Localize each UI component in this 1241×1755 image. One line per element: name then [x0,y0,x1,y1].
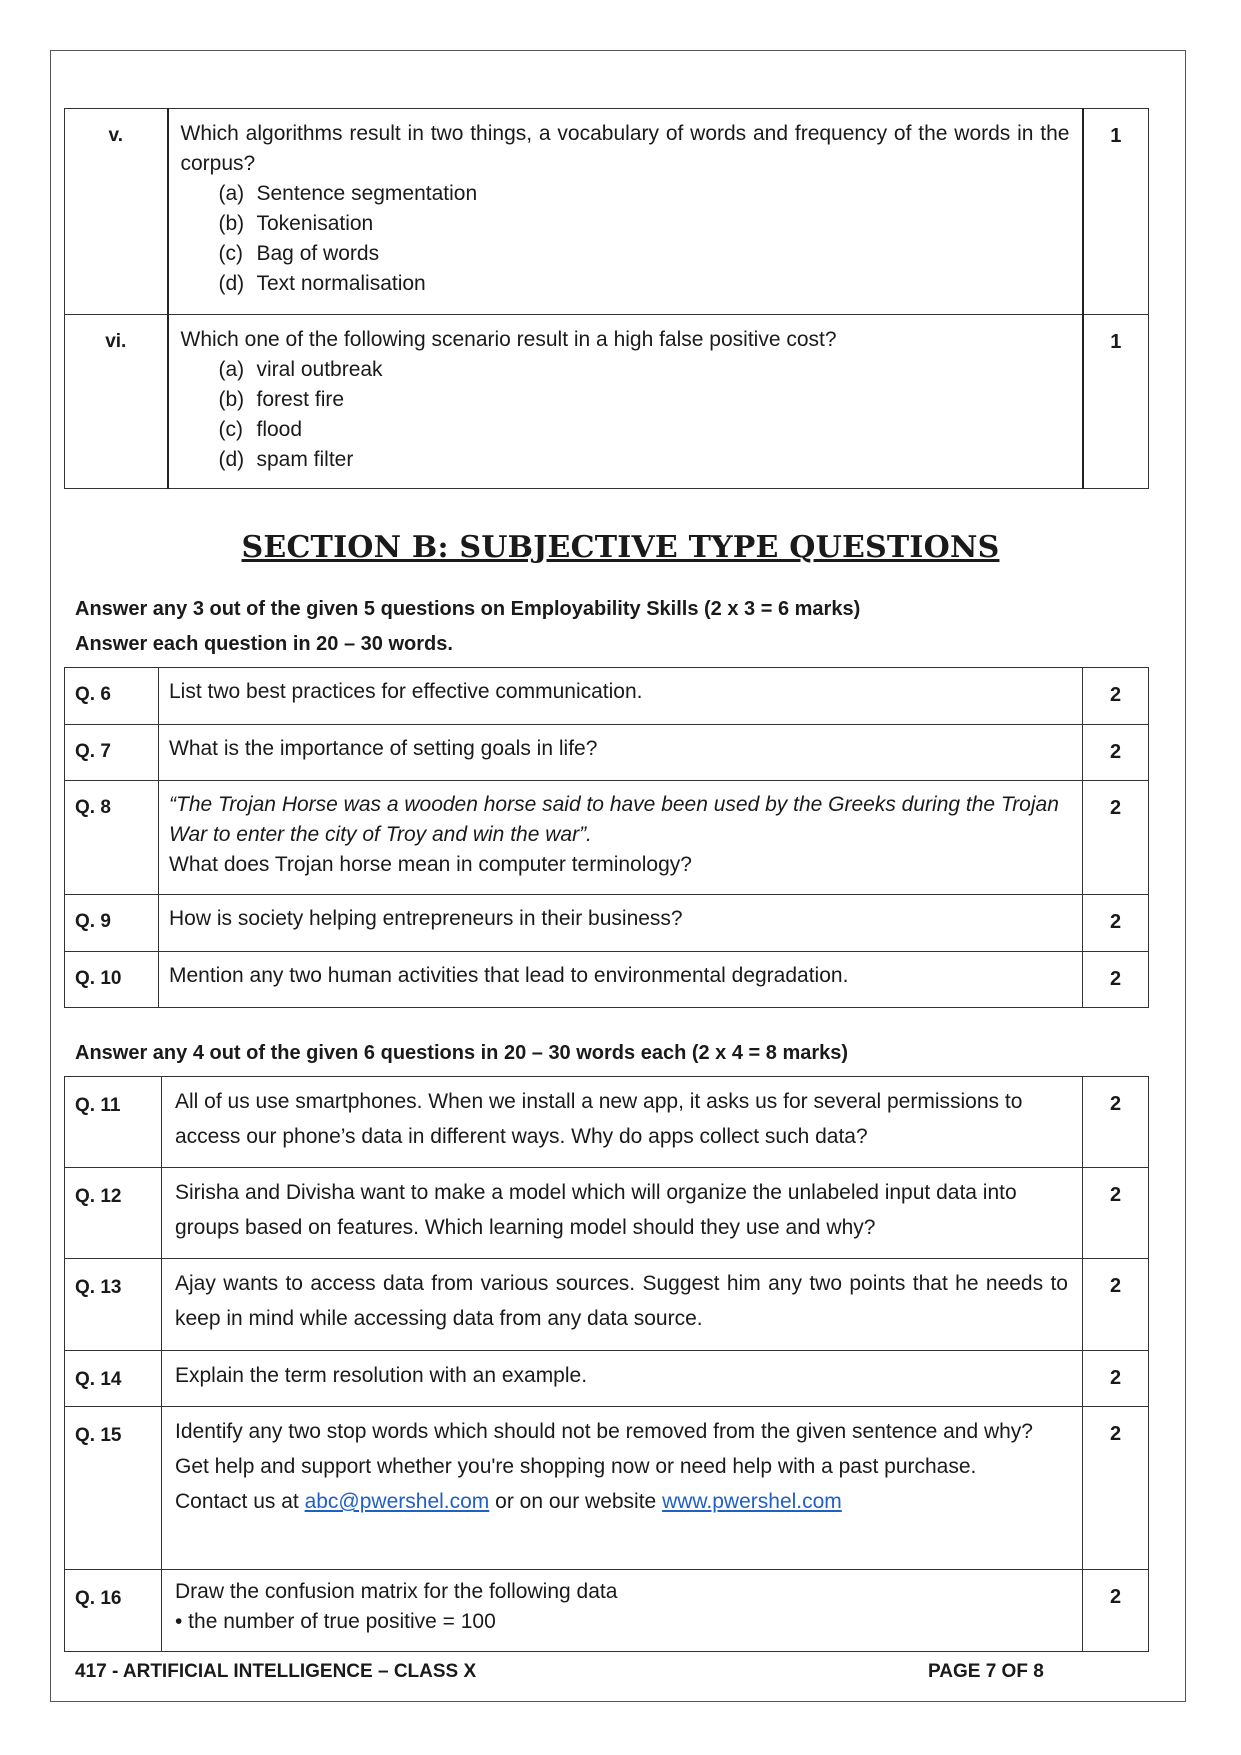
instruction: Answer each question in 20 – 30 words. [75,633,453,655]
marks: 2 [1083,895,1149,952]
table-row [65,1259,1149,1351]
table-row [65,109,1149,315]
marks: 2 [1083,1077,1149,1168]
mcq-table [64,108,1149,489]
question-number: Q. 15 [65,1407,162,1570]
option-a: (a) viral outbreak [218,358,383,381]
table-row [65,315,1149,489]
instruction: Answer any 3 out of the given 5 questions on Employability Skills (2 x 3 = 6 marks) [75,598,861,620]
marks: 2 [1083,1407,1149,1570]
question-text: All of us use smartphones. When we install a new app, it asks us for several permissions to access our phone’s data in different ways. Why do apps collect such data? [162,1077,1083,1168]
question-number: Q. 14 [65,1351,162,1407]
question-text: How is society helping entrepreneurs in their business? [159,895,1083,952]
question-text: What does Trojan horse mean in computer terminology? [169,853,692,876]
instruction: Answer any 4 out of the given 6 questions in 20 – 30 words each (2 x 4 = 8 marks) [75,1042,849,1064]
contact-line: Contact us at abc@pwershel.com or on our website www.pwershel.com [175,1490,842,1513]
option-b: (b) Tokenisation [218,212,374,235]
question-number: Q. 11 [65,1077,162,1168]
marks: 2 [1083,1168,1149,1259]
question-text: Explain the term resolution with an example. [162,1351,1083,1407]
question-text: Ajay wants to access data from various sources. Suggest him any two points that he needs to keep in mind while accessing data from any data source. [162,1259,1083,1351]
marks: 2 [1083,668,1149,725]
question-number: Q. 12 [65,1168,162,1259]
question-number: Q. 7 [65,725,159,781]
question-text-cell [168,109,1083,315]
question-number: Q. 9 [65,895,159,952]
question-text-cell [162,1407,1083,1570]
option-a: (a) Sentence segmentation [218,182,478,205]
table-row [65,668,1149,725]
option-c: (c) flood [218,418,303,441]
marks: 2 [1083,1570,1149,1652]
footer-course: 417 - ARTIFICIAL INTELLIGENCE – CLASS X [75,1661,477,1682]
question-number: Q. 8 [65,781,159,895]
table-row [65,952,1149,1008]
table-row [65,1570,1149,1652]
question-number: Q. 10 [65,952,159,1008]
question-number: vi. [65,315,168,489]
marks: 2 [1083,725,1149,781]
question-quote: “The Trojan Horse was a wooden horse said to have been used by the Greeks during the Trojan War to enter the city of Troy and win the war”. [169,793,1059,846]
employability-table [64,667,1149,1008]
table-row [65,1077,1149,1168]
table-row [65,781,1149,895]
question-text: Draw the confusion matrix for the following data [175,1580,618,1603]
question-number: Q. 13 [65,1259,162,1351]
question-text: Identify any two stop words which should not be removed from the given sentence and why? [175,1420,1033,1443]
marks: 2 [1083,1259,1149,1351]
table-row [65,1407,1149,1570]
section-title: SECTION B: SUBJECTIVE TYPE QUESTIONS [241,530,1000,565]
option-b: (b) forest fire [218,388,345,411]
footer-page-number: PAGE 7 OF 8 [928,1661,1044,1682]
question-text: What is the importance of setting goals in life? [159,725,1083,781]
subject-table [64,1076,1149,1652]
email-link[interactable]: abc@pwershel.com [304,1490,490,1513]
marks: 1 [1083,109,1149,315]
marks: 2 [1083,952,1149,1008]
option-d: (d) Text normalisation [218,272,426,295]
question-number: Q. 6 [65,668,159,725]
table-row [65,895,1149,952]
question-text: Which one of the following scenario result in a high false positive cost? [180,328,837,351]
marks: 2 [1083,781,1149,895]
table-row [65,1168,1149,1259]
question-text-cell [159,781,1083,895]
question-text: List two best practices for effective communication. [159,668,1083,725]
marks: 2 [1083,1351,1149,1407]
table-row [65,1351,1149,1407]
table-row [65,725,1149,781]
option-d: (d) spam filter [218,448,354,471]
given-sentence: Get help and support whether you're shopping now or need help with a past purchase. [175,1455,977,1478]
question-text: Mention any two human activities that lead to environmental degradation. [159,952,1083,1008]
option-c: (c) Bag of words [218,242,380,265]
website-link[interactable]: www.pwershel.com [662,1490,842,1513]
marks: 1 [1083,315,1149,489]
question-text: Which algorithms result in two things, a vocabulary of words and frequency of the words in the corpus? [180,122,1070,175]
question-number: v. [65,109,168,315]
bullet-item: • the number of true positive = 100 [175,1610,496,1633]
question-text-cell [162,1570,1083,1652]
question-text: Sirisha and Divisha want to make a model which will organize the unlabeled input data into groups based on features. Which learning model should they use and why? [162,1168,1083,1259]
question-number: Q. 16 [65,1570,162,1652]
question-text-cell [168,315,1083,489]
